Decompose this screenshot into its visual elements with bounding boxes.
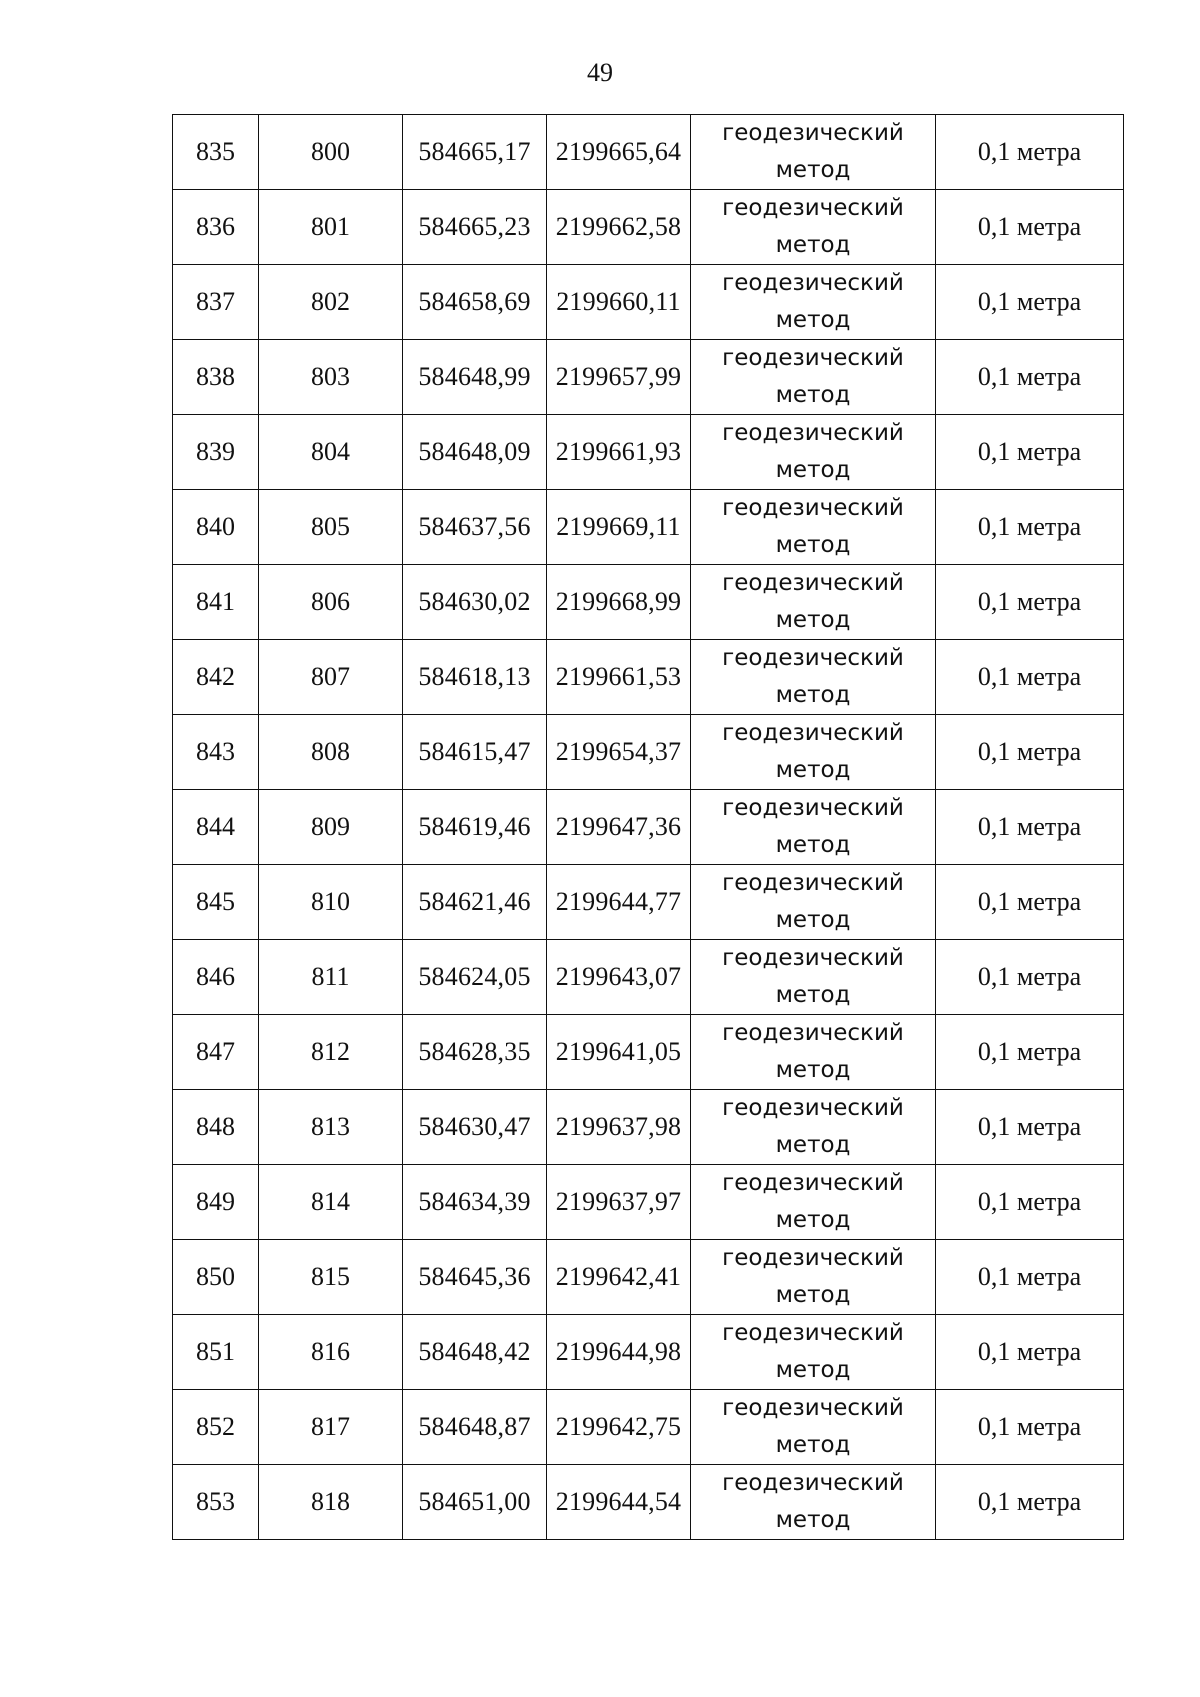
method-line-2: метод <box>775 232 851 258</box>
table-row <box>173 640 1124 715</box>
page-number: 49 <box>587 58 613 87</box>
y-coordinate-cell: 2199641,05 <box>547 1015 691 1090</box>
table-row <box>173 1390 1124 1465</box>
accuracy-cell: 0,1 метра <box>936 265 1124 340</box>
method-cell <box>691 265 936 340</box>
accuracy-cell: 0,1 метра <box>936 1315 1124 1390</box>
method-cell <box>691 790 936 865</box>
accuracy-cell: 0,1 метра <box>936 1090 1124 1165</box>
row-number-cell: 847 <box>173 1015 259 1090</box>
method-cell <box>691 1315 936 1390</box>
row-number-cell: 845 <box>173 865 259 940</box>
method-cell <box>691 1165 936 1240</box>
method-line-1: геодезический <box>722 345 904 371</box>
point-number-cell: 802 <box>259 265 403 340</box>
accuracy-cell: 0,1 метра <box>936 1165 1124 1240</box>
method-line-2: метод <box>775 1057 851 1083</box>
point-number-cell: 801 <box>259 190 403 265</box>
point-number-cell: 812 <box>259 1015 403 1090</box>
accuracy-cell: 0,1 метра <box>936 865 1124 940</box>
point-number-cell: 815 <box>259 1240 403 1315</box>
method-cell <box>691 190 936 265</box>
method-line-1: геодезический <box>722 1095 904 1121</box>
method-cell <box>691 865 936 940</box>
x-coordinate-cell: 584634,39 <box>403 1165 547 1240</box>
method-cell <box>691 1015 936 1090</box>
method-line-2: метод <box>775 1282 851 1308</box>
y-coordinate-cell: 2199654,37 <box>547 715 691 790</box>
accuracy-cell: 0,1 метра <box>936 940 1124 1015</box>
row-number-cell: 842 <box>173 640 259 715</box>
row-number-cell: 852 <box>173 1390 259 1465</box>
method-line-1: геодезический <box>722 1470 904 1496</box>
table-row <box>173 940 1124 1015</box>
y-coordinate-cell: 2199660,11 <box>547 265 691 340</box>
y-coordinate-cell: 2199668,99 <box>547 565 691 640</box>
point-number-cell: 806 <box>259 565 403 640</box>
method-line-1: геодезический <box>722 495 904 521</box>
row-number-cell: 840 <box>173 490 259 565</box>
row-number-cell: 846 <box>173 940 259 1015</box>
point-number-cell: 809 <box>259 790 403 865</box>
accuracy-cell: 0,1 метра <box>936 115 1124 190</box>
method-line-1: геодезический <box>722 1020 904 1046</box>
row-number-cell: 838 <box>173 340 259 415</box>
y-coordinate-cell: 2199662,58 <box>547 190 691 265</box>
method-line-1: геодезический <box>722 720 904 746</box>
y-coordinate-cell: 2199643,07 <box>547 940 691 1015</box>
method-cell <box>691 1465 936 1540</box>
accuracy-cell: 0,1 метра <box>936 640 1124 715</box>
coordinates-table <box>172 114 1124 1540</box>
y-coordinate-cell: 2199642,41 <box>547 1240 691 1315</box>
table-row <box>173 340 1124 415</box>
method-cell <box>691 640 936 715</box>
table-row <box>173 265 1124 340</box>
method-cell <box>691 565 936 640</box>
y-coordinate-cell: 2199669,11 <box>547 490 691 565</box>
row-number-cell: 837 <box>173 265 259 340</box>
table-row <box>173 1165 1124 1240</box>
point-number-cell: 816 <box>259 1315 403 1390</box>
y-coordinate-cell: 2199647,36 <box>547 790 691 865</box>
point-number-cell: 817 <box>259 1390 403 1465</box>
method-line-2: метод <box>775 682 851 708</box>
table-row <box>173 1015 1124 1090</box>
x-coordinate-cell: 584628,35 <box>403 1015 547 1090</box>
x-coordinate-cell: 584648,42 <box>403 1315 547 1390</box>
table-row <box>173 1465 1124 1540</box>
y-coordinate-cell: 2199665,64 <box>547 115 691 190</box>
accuracy-cell: 0,1 метра <box>936 190 1124 265</box>
y-coordinate-cell: 2199661,93 <box>547 415 691 490</box>
method-line-1: геодезический <box>722 645 904 671</box>
method-cell <box>691 940 936 1015</box>
method-line-2: метод <box>775 982 851 1008</box>
x-coordinate-cell: 584619,46 <box>403 790 547 865</box>
method-line-2: метод <box>775 832 851 858</box>
method-line-1: геодезический <box>722 1245 904 1271</box>
x-coordinate-cell: 584637,56 <box>403 490 547 565</box>
point-number-cell: 807 <box>259 640 403 715</box>
method-cell <box>691 490 936 565</box>
method-cell <box>691 715 936 790</box>
point-number-cell: 805 <box>259 490 403 565</box>
method-line-2: метод <box>775 757 851 783</box>
method-line-2: метод <box>775 157 851 183</box>
method-line-2: метод <box>775 532 851 558</box>
table-row <box>173 1315 1124 1390</box>
y-coordinate-cell: 2199644,98 <box>547 1315 691 1390</box>
accuracy-cell: 0,1 метра <box>936 490 1124 565</box>
accuracy-cell: 0,1 метра <box>936 790 1124 865</box>
x-coordinate-cell: 584651,00 <box>403 1465 547 1540</box>
y-coordinate-cell: 2199644,54 <box>547 1465 691 1540</box>
x-coordinate-cell: 584618,13 <box>403 640 547 715</box>
accuracy-cell: 0,1 метра <box>936 1240 1124 1315</box>
point-number-cell: 810 <box>259 865 403 940</box>
x-coordinate-cell: 584648,87 <box>403 1390 547 1465</box>
table-row <box>173 1090 1124 1165</box>
method-line-2: метод <box>775 1207 851 1233</box>
method-cell <box>691 1090 936 1165</box>
row-number-cell: 850 <box>173 1240 259 1315</box>
x-coordinate-cell: 584630,02 <box>403 565 547 640</box>
accuracy-cell: 0,1 метра <box>936 715 1124 790</box>
y-coordinate-cell: 2199637,97 <box>547 1165 691 1240</box>
x-coordinate-cell: 584624,05 <box>403 940 547 1015</box>
method-cell <box>691 340 936 415</box>
y-coordinate-cell: 2199644,77 <box>547 865 691 940</box>
row-number-cell: 839 <box>173 415 259 490</box>
row-number-cell: 851 <box>173 1315 259 1390</box>
method-line-1: геодезический <box>722 570 904 596</box>
method-line-1: геодезический <box>722 270 904 296</box>
method-cell <box>691 1240 936 1315</box>
point-number-cell: 811 <box>259 940 403 1015</box>
method-line-1: геодезический <box>722 1395 904 1421</box>
method-line-1: геодезический <box>722 945 904 971</box>
method-line-1: геодезический <box>722 120 904 146</box>
method-line-2: метод <box>775 1357 851 1383</box>
accuracy-cell: 0,1 метра <box>936 1390 1124 1465</box>
point-number-cell: 804 <box>259 415 403 490</box>
row-number-cell: 849 <box>173 1165 259 1240</box>
x-coordinate-cell: 584665,17 <box>403 115 547 190</box>
table-row <box>173 565 1124 640</box>
accuracy-cell: 0,1 метра <box>936 565 1124 640</box>
row-number-cell: 844 <box>173 790 259 865</box>
accuracy-cell: 0,1 метра <box>936 1465 1124 1540</box>
method-line-2: метод <box>775 1507 851 1533</box>
y-coordinate-cell: 2199661,53 <box>547 640 691 715</box>
method-line-1: геодезический <box>722 870 904 896</box>
coordinates-table-body <box>173 115 1124 1540</box>
y-coordinate-cell: 2199642,75 <box>547 1390 691 1465</box>
method-line-1: геодезический <box>722 1320 904 1346</box>
x-coordinate-cell: 584648,99 <box>403 340 547 415</box>
y-coordinate-cell: 2199657,99 <box>547 340 691 415</box>
row-number-cell: 836 <box>173 190 259 265</box>
point-number-cell: 800 <box>259 115 403 190</box>
method-cell <box>691 1390 936 1465</box>
point-number-cell: 814 <box>259 1165 403 1240</box>
table-row <box>173 190 1124 265</box>
row-number-cell: 835 <box>173 115 259 190</box>
table-row <box>173 715 1124 790</box>
point-number-cell: 818 <box>259 1465 403 1540</box>
method-line-2: метод <box>775 307 851 333</box>
table-row <box>173 115 1124 190</box>
method-line-1: геодезический <box>722 420 904 446</box>
method-line-2: метод <box>775 1432 851 1458</box>
row-number-cell: 848 <box>173 1090 259 1165</box>
x-coordinate-cell: 584648,09 <box>403 415 547 490</box>
x-coordinate-cell: 584615,47 <box>403 715 547 790</box>
method-line-1: геодезический <box>722 195 904 221</box>
method-line-1: геодезический <box>722 1170 904 1196</box>
point-number-cell: 803 <box>259 340 403 415</box>
row-number-cell: 853 <box>173 1465 259 1540</box>
row-number-cell: 841 <box>173 565 259 640</box>
method-line-2: метод <box>775 457 851 483</box>
point-number-cell: 813 <box>259 1090 403 1165</box>
table-row <box>173 415 1124 490</box>
table-row <box>173 865 1124 940</box>
x-coordinate-cell: 584658,69 <box>403 265 547 340</box>
accuracy-cell: 0,1 метра <box>936 1015 1124 1090</box>
table-row <box>173 490 1124 565</box>
method-cell <box>691 415 936 490</box>
x-coordinate-cell: 584630,47 <box>403 1090 547 1165</box>
x-coordinate-cell: 584621,46 <box>403 865 547 940</box>
method-line-1: геодезический <box>722 795 904 821</box>
method-cell <box>691 115 936 190</box>
accuracy-cell: 0,1 метра <box>936 340 1124 415</box>
x-coordinate-cell: 584665,23 <box>403 190 547 265</box>
x-coordinate-cell: 584645,36 <box>403 1240 547 1315</box>
point-number-cell: 808 <box>259 715 403 790</box>
method-line-2: метод <box>775 907 851 933</box>
y-coordinate-cell: 2199637,98 <box>547 1090 691 1165</box>
method-line-2: метод <box>775 382 851 408</box>
row-number-cell: 843 <box>173 715 259 790</box>
table-row <box>173 1240 1124 1315</box>
table-row <box>173 790 1124 865</box>
accuracy-cell: 0,1 метра <box>936 415 1124 490</box>
method-line-2: метод <box>775 1132 851 1158</box>
method-line-2: метод <box>775 607 851 633</box>
